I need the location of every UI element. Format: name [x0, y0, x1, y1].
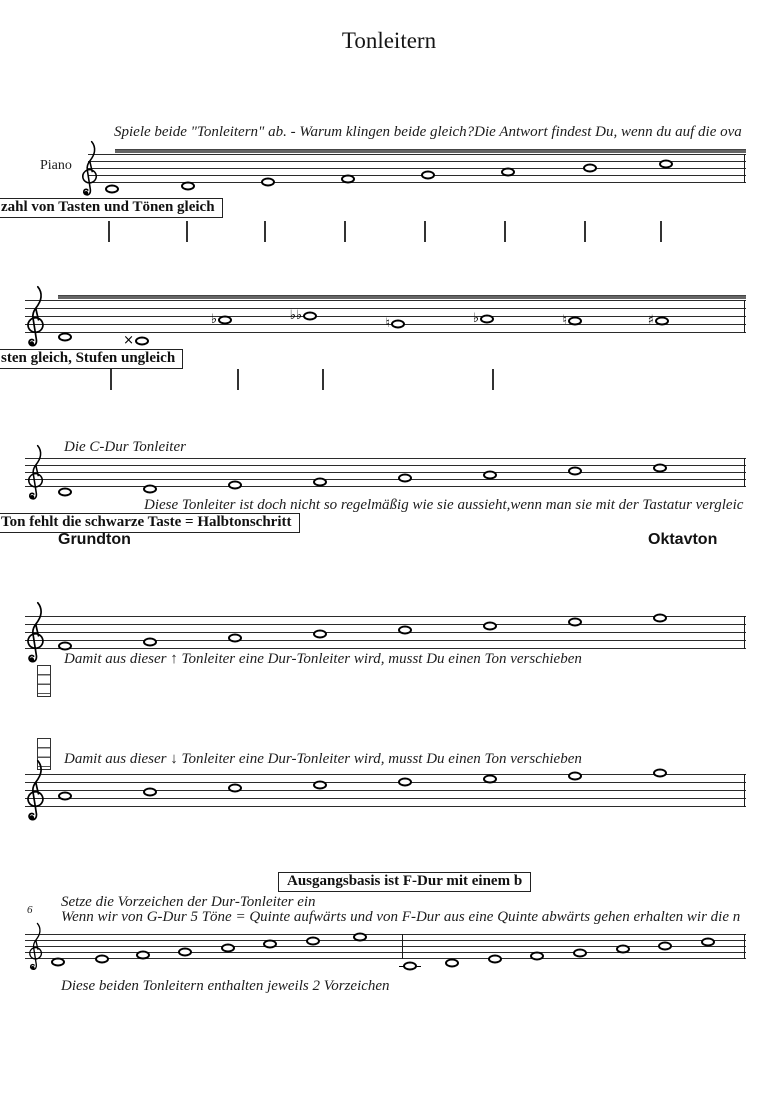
- annotation-c-dur-tonleiter: Die C-Dur Tonleiter: [64, 439, 186, 455]
- whole-note: [228, 481, 242, 490]
- whole-note: [501, 168, 515, 177]
- annotation-not-regular: Diese Tonleiter ist doch nicht so regelmäßig wie sie aussieht,wenn man sie mit der Tastatur vergleic: [144, 497, 744, 513]
- instrument-label: Piano: [40, 158, 72, 173]
- tick-mark: [584, 221, 586, 242]
- whole-note: [483, 622, 497, 631]
- staff-line: [25, 300, 746, 301]
- staff-line: [88, 168, 746, 169]
- whole-note: [616, 945, 630, 954]
- accidental-flat: ♭: [472, 310, 479, 326]
- annotation-shift-tone-down: Damit aus dieser ↓ Tonleiter eine Dur-Tonleiter wird, musst Du einen Ton verschieben: [64, 751, 582, 767]
- whole-note: [135, 337, 149, 346]
- staff-line: [25, 940, 746, 941]
- barline: [744, 300, 745, 333]
- whole-note: [403, 962, 417, 971]
- whole-note: [58, 333, 72, 342]
- staff-line: [88, 161, 746, 162]
- staff-line: [25, 308, 746, 309]
- staff-line: [88, 154, 746, 155]
- tick-mark: [186, 221, 188, 242]
- barline: [744, 616, 745, 649]
- empty-answer-cell: [37, 665, 51, 697]
- whole-note: [658, 942, 672, 951]
- whole-note: [659, 160, 673, 169]
- staff-line: [25, 458, 746, 459]
- whole-note: [143, 788, 157, 797]
- treble-clef-icon: [26, 922, 46, 972]
- staff-line: [25, 648, 746, 649]
- whole-note: [653, 464, 667, 473]
- barline: [744, 934, 745, 959]
- whole-note: [530, 952, 544, 961]
- staff-line: [25, 465, 746, 466]
- whole-note: [353, 933, 367, 942]
- whole-note: [313, 781, 327, 790]
- oktavton-label: Oktavton: [648, 531, 718, 548]
- tick-mark: [660, 221, 662, 242]
- whole-note: [445, 959, 459, 968]
- staff-line: [25, 479, 746, 480]
- answer-box-f-dur: Ausgangsbasis ist F-Dur mit einem b: [278, 872, 531, 892]
- whole-note: [568, 772, 582, 781]
- tick-mark: [322, 369, 324, 390]
- tick-mark: [424, 221, 426, 242]
- treble-clef-icon: [26, 444, 46, 502]
- whole-note: [136, 951, 150, 960]
- whole-note: [261, 178, 275, 187]
- staff-line: [25, 486, 746, 487]
- accidental-natural: ♮: [385, 315, 390, 331]
- whole-note: [568, 618, 582, 627]
- whole-note: [263, 940, 277, 949]
- staff-line: [88, 175, 746, 176]
- whole-note: [655, 317, 669, 326]
- tick-mark: [108, 221, 110, 242]
- tick-mark: [492, 369, 494, 390]
- barline: [402, 934, 403, 959]
- staff-line: [25, 774, 746, 775]
- whole-note: [391, 320, 405, 329]
- treble-clef-icon: [26, 600, 46, 666]
- whole-note: [306, 937, 320, 946]
- accidental-double-flat: ♭♭: [289, 307, 302, 323]
- accidental-natural: ♮: [562, 312, 567, 328]
- whole-note: [51, 958, 65, 967]
- whole-note: [313, 478, 327, 487]
- staff-line: [25, 952, 746, 953]
- annotation-shift-tone-up: Damit aus dieser ↑ Tonleiter eine Dur-Tonleiter wird, musst Du einen Ton verschieben: [64, 651, 582, 667]
- whole-note: [398, 626, 412, 635]
- staff-extra-line: [58, 295, 746, 299]
- staff-line: [25, 782, 746, 783]
- whole-note: [228, 784, 242, 793]
- barline: [744, 154, 745, 183]
- whole-note: [105, 185, 119, 194]
- accidental-sharp: ♯: [647, 312, 654, 328]
- answer-box-halbtonschritt: Ton fehlt die schwarze Taste = Halbtonschritt: [0, 513, 300, 533]
- answer-box-keys-equal-steps-unequal: sten gleich, Stufen ungleich: [0, 349, 183, 369]
- whole-note: [398, 474, 412, 483]
- answer-box-keys-and-tones: zahl von Tasten und Tönen gleich: [0, 198, 223, 218]
- annotation-two-accidentals: Diese beiden Tonleitern enthalten jeweils 2 Vorzeichen: [61, 978, 390, 994]
- staff-line: [25, 616, 746, 617]
- whole-note: [221, 944, 235, 953]
- whole-note: [421, 171, 435, 180]
- whole-note: [95, 955, 109, 964]
- staff-extra-line: [115, 149, 746, 153]
- whole-note: [58, 642, 72, 651]
- page-title: Tonleitern: [341, 28, 437, 53]
- whole-note: [573, 949, 587, 958]
- measure-number: 6: [27, 904, 33, 916]
- whole-note: [341, 175, 355, 184]
- annotation-set-accidentals: Setze die Vorzeichen der Dur-Tonleiter ein: [61, 894, 316, 910]
- whole-note: [143, 638, 157, 647]
- tick-mark: [237, 369, 239, 390]
- tick-mark: [264, 221, 266, 242]
- whole-note: [398, 778, 412, 787]
- barline: [744, 774, 745, 807]
- barline: [744, 458, 745, 487]
- treble-clef-icon: [80, 140, 100, 198]
- whole-note: [568, 317, 582, 326]
- staff-line: [25, 624, 746, 625]
- whole-note: [178, 948, 192, 957]
- whole-note: [653, 614, 667, 623]
- whole-note: [313, 630, 327, 639]
- whole-note: [181, 182, 195, 191]
- whole-note: [143, 485, 157, 494]
- whole-note: [488, 955, 502, 964]
- staff-line: [25, 632, 746, 633]
- annotation-quinte-up-down: Wenn wir von G-Dur 5 Töne = Quinte aufwärts und von F-Dur aus eine Quinte abwärts gehen erhalten wir die n: [61, 909, 741, 925]
- tick-mark: [504, 221, 506, 242]
- tick-mark: [110, 369, 112, 390]
- staff-line: [25, 934, 746, 935]
- whole-note: [58, 792, 72, 801]
- staff-line: [25, 806, 746, 807]
- staff-line: [25, 790, 746, 791]
- whole-note: [568, 467, 582, 476]
- whole-note: [701, 938, 715, 947]
- tick-mark: [344, 221, 346, 242]
- whole-note: [483, 471, 497, 480]
- accidental-double-sharp: ×: [123, 332, 134, 348]
- whole-note: [480, 315, 494, 324]
- treble-clef-icon: [26, 758, 46, 824]
- accidental-flat: ♭: [210, 311, 217, 327]
- staff-line: [25, 798, 746, 799]
- whole-note: [228, 634, 242, 643]
- staff-line: [25, 472, 746, 473]
- annotation-play-both-scales: Spiele beide "Tonleitern" ab. - Warum klingen beide gleich?Die Antwort findest Du, wenn du auf die ova: [114, 124, 742, 140]
- staff-line: [25, 640, 746, 641]
- whole-note: [653, 769, 667, 778]
- grundton-label: Grundton: [58, 531, 131, 548]
- whole-note: [483, 775, 497, 784]
- whole-note: [303, 312, 317, 321]
- treble-clef-icon: [26, 284, 46, 350]
- staff-line: [25, 946, 746, 947]
- whole-note: [583, 164, 597, 173]
- staff-line: [25, 958, 746, 959]
- whole-note: [58, 488, 72, 497]
- whole-note: [218, 316, 232, 325]
